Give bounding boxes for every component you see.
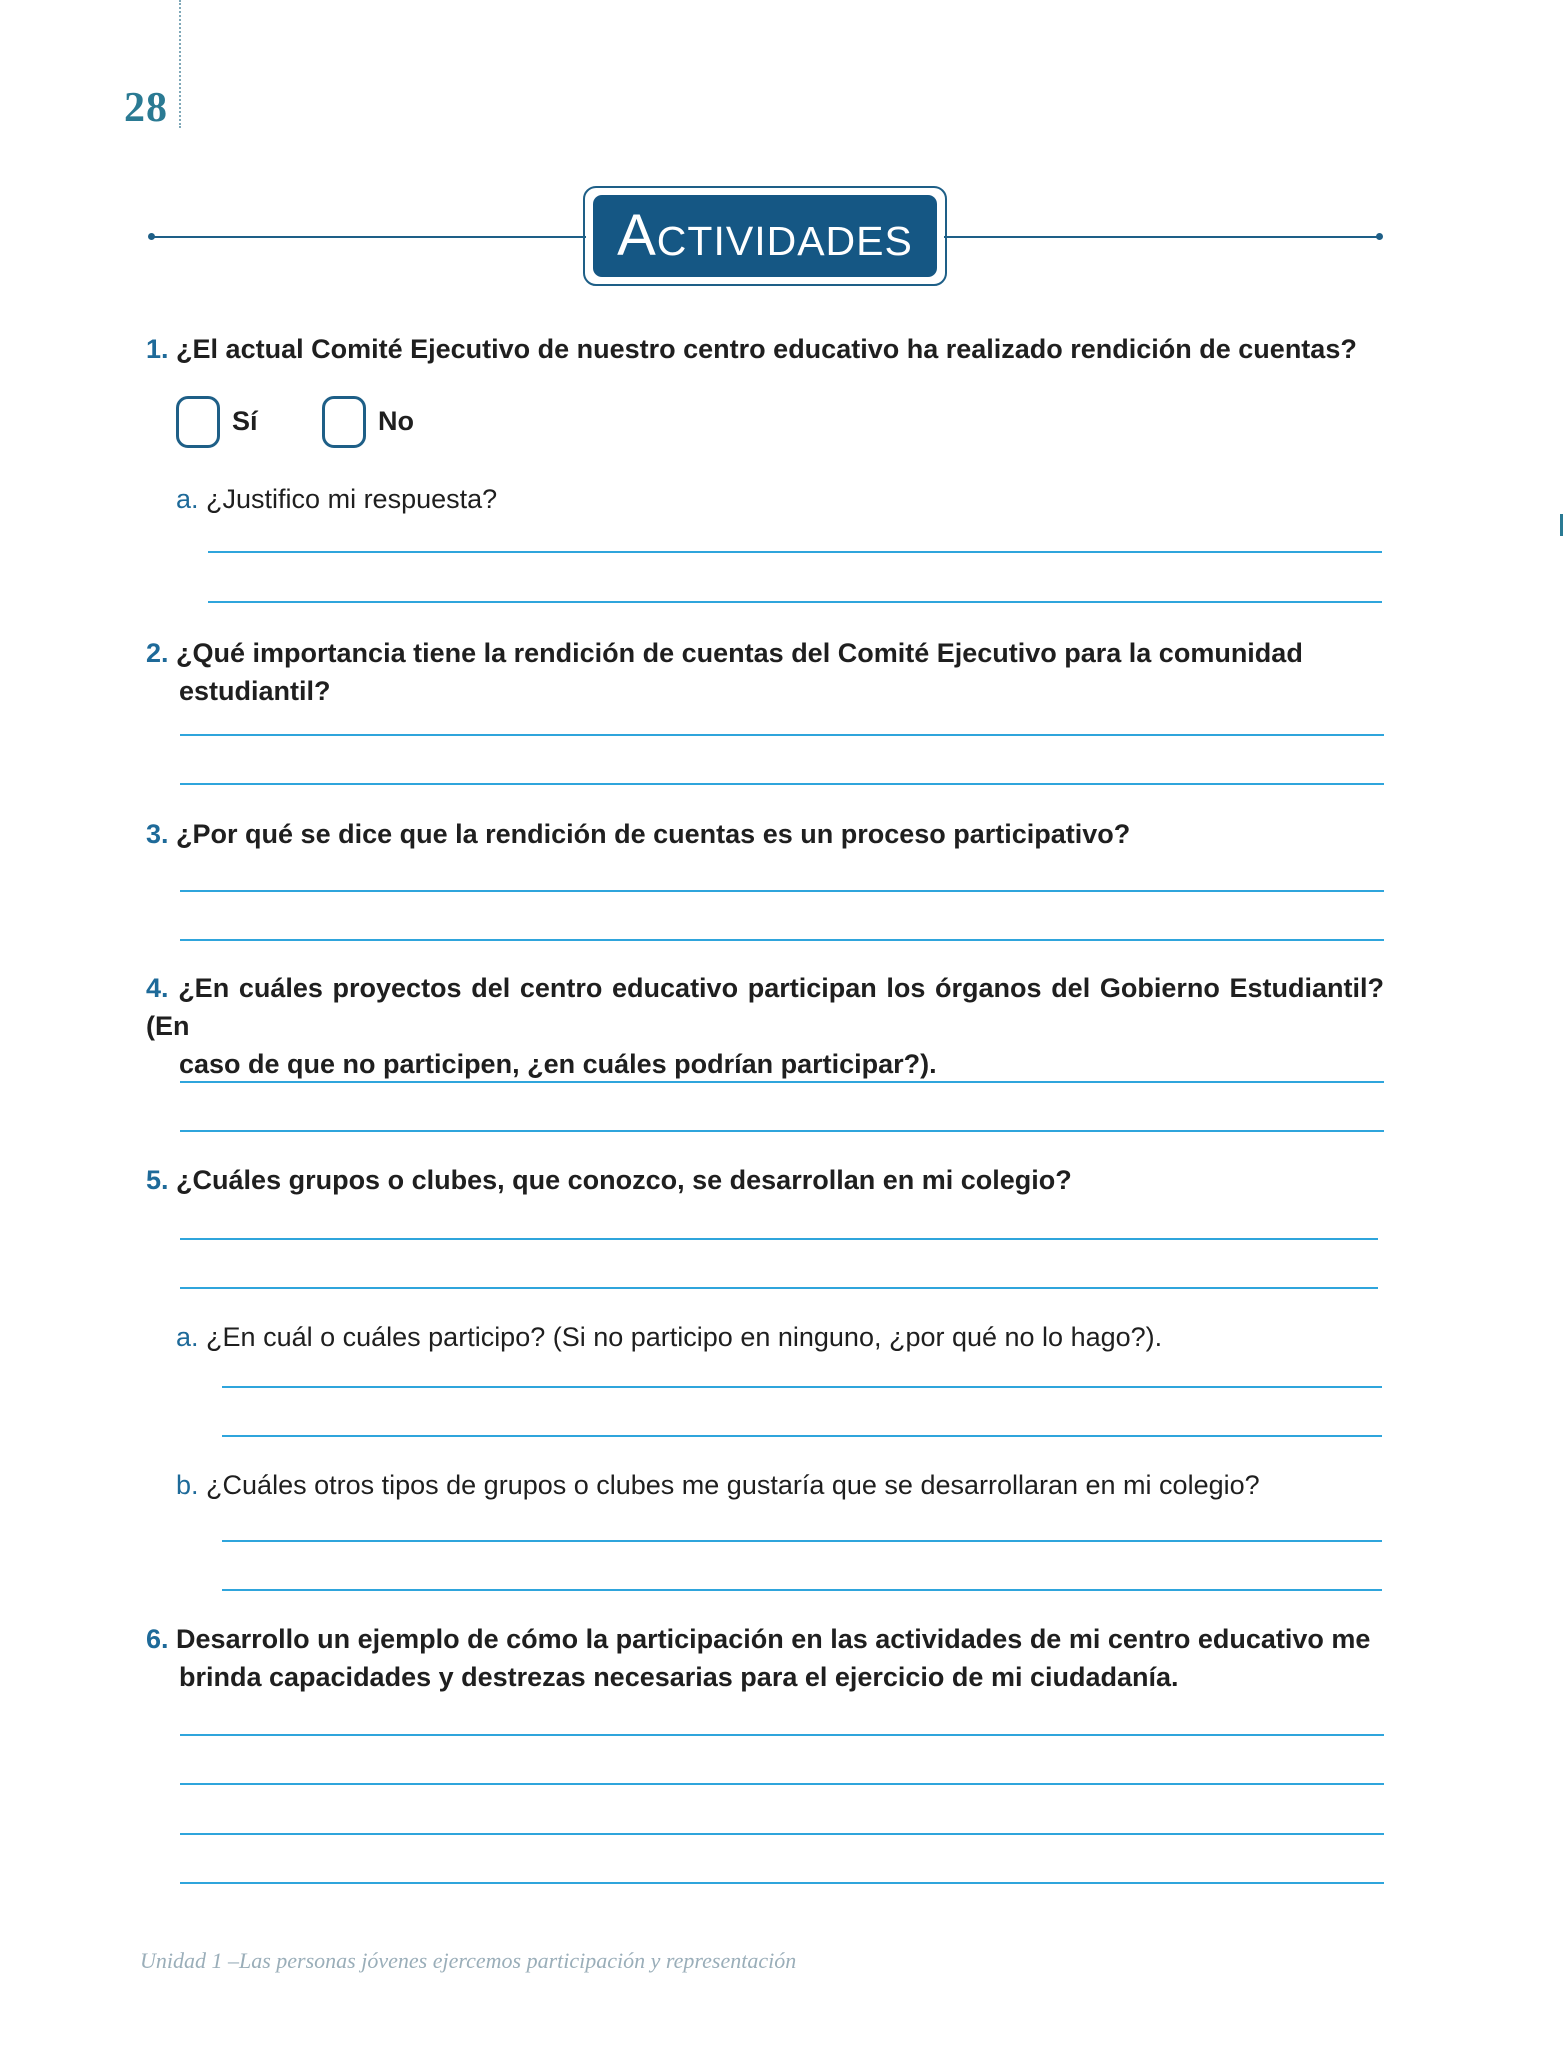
answer-line[interactable]	[208, 601, 1382, 603]
sub-question-letter: a.	[176, 484, 199, 514]
answer-line[interactable]	[180, 1287, 1378, 1289]
question-number: 1.	[146, 334, 169, 364]
answer-line[interactable]	[222, 1435, 1382, 1437]
page-footer: Unidad 1 –Las personas jóvenes ejercemos participación y representación	[140, 1948, 797, 1973]
answer-line[interactable]	[222, 1540, 1382, 1542]
question-text: ¿Cuáles grupos o clubes, que conozco, se desarrollan en mi colegio?	[176, 1165, 1072, 1195]
question-text: ¿Por qué se dice que la rendición de cuentas es un proceso participativo?	[176, 819, 1131, 849]
margin-dotted-line	[179, 0, 181, 128]
question-number: 2.	[146, 638, 169, 668]
answer-line[interactable]	[180, 1081, 1384, 1083]
checkbox-no[interactable]	[322, 396, 366, 448]
question-text: ¿El actual Comité Ejecutivo de nuestro centro educativo ha realizado rendición de cuentas?	[176, 334, 1357, 364]
answer-line[interactable]	[180, 1238, 1378, 1240]
question-6	[146, 1620, 1384, 1696]
question-text: Desarrollo un ejemplo de cómo la participación en las actividades de mi centro educativo me	[176, 1624, 1371, 1654]
title-rule-right-dot	[1376, 233, 1383, 240]
answer-line[interactable]	[180, 1130, 1384, 1132]
question-5b	[176, 1466, 1386, 1504]
answer-line[interactable]	[180, 1783, 1384, 1785]
sub-question-text: ¿En cuál o cuáles participo? (Si no participo en ninguno, ¿por qué no lo hago?).	[206, 1322, 1163, 1352]
answer-line[interactable]	[208, 551, 1382, 553]
answer-line[interactable]	[180, 783, 1384, 785]
question-3	[146, 815, 1386, 853]
answer-line[interactable]	[222, 1589, 1382, 1591]
question-number: 3.	[146, 819, 169, 849]
question-number: 4.	[146, 973, 169, 1003]
question-5	[146, 1161, 1386, 1199]
question-1a	[176, 480, 1376, 518]
question-text-line2: brinda capacidades y destrezas necesarias para el ejercicio de mi ciudadanía.	[179, 1662, 1179, 1692]
edge-marker	[1560, 514, 1563, 536]
question-5a	[176, 1318, 1386, 1356]
sub-question-letter: b.	[176, 1470, 199, 1500]
question-text-line2: caso de que no participen, ¿en cuáles podrían participar?).	[179, 1049, 937, 1079]
answer-line[interactable]	[180, 1734, 1384, 1736]
title-rule-left	[151, 236, 586, 238]
question-2	[146, 634, 1384, 710]
answer-line[interactable]	[180, 734, 1384, 736]
question-text-line1	[146, 1620, 1384, 1658]
page-number: 28	[124, 85, 168, 131]
sub-question-text: ¿Cuáles otros tipos de grupos o clubes me gustaría que se desarrollaran en mi colegio?	[206, 1470, 1260, 1500]
question-number: 5.	[146, 1165, 169, 1195]
question-text-line1	[146, 969, 1384, 1045]
section-title: Actividades	[617, 203, 913, 268]
question-text: ¿En cuáles proyectos del centro educativo participan los órganos del Gobierno Estudiantil? (En	[146, 973, 1384, 1041]
question-text-line2: estudiantil?	[179, 676, 331, 706]
question-4	[146, 969, 1384, 1083]
answer-line[interactable]	[180, 1833, 1384, 1835]
sub-question-letter: a.	[176, 1322, 199, 1352]
sub-question-text: ¿Justifico mi respuesta?	[206, 484, 498, 514]
checkbox-si[interactable]	[176, 396, 220, 448]
question-text-line1	[146, 634, 1384, 672]
answer-line[interactable]	[180, 890, 1384, 892]
question-number: 6.	[146, 1624, 169, 1654]
section-title-box	[593, 195, 937, 277]
checkbox-si-label: Sí	[232, 406, 258, 436]
answer-line[interactable]	[222, 1386, 1382, 1388]
question-1	[146, 330, 1386, 368]
title-rule-right	[944, 236, 1379, 238]
answer-line[interactable]	[180, 939, 1384, 941]
question-text: ¿Qué importancia tiene la rendición de cuentas del Comité Ejecutivo para la comunidad	[176, 638, 1303, 668]
answer-line[interactable]	[180, 1882, 1384, 1884]
checkbox-no-label: No	[378, 406, 414, 436]
